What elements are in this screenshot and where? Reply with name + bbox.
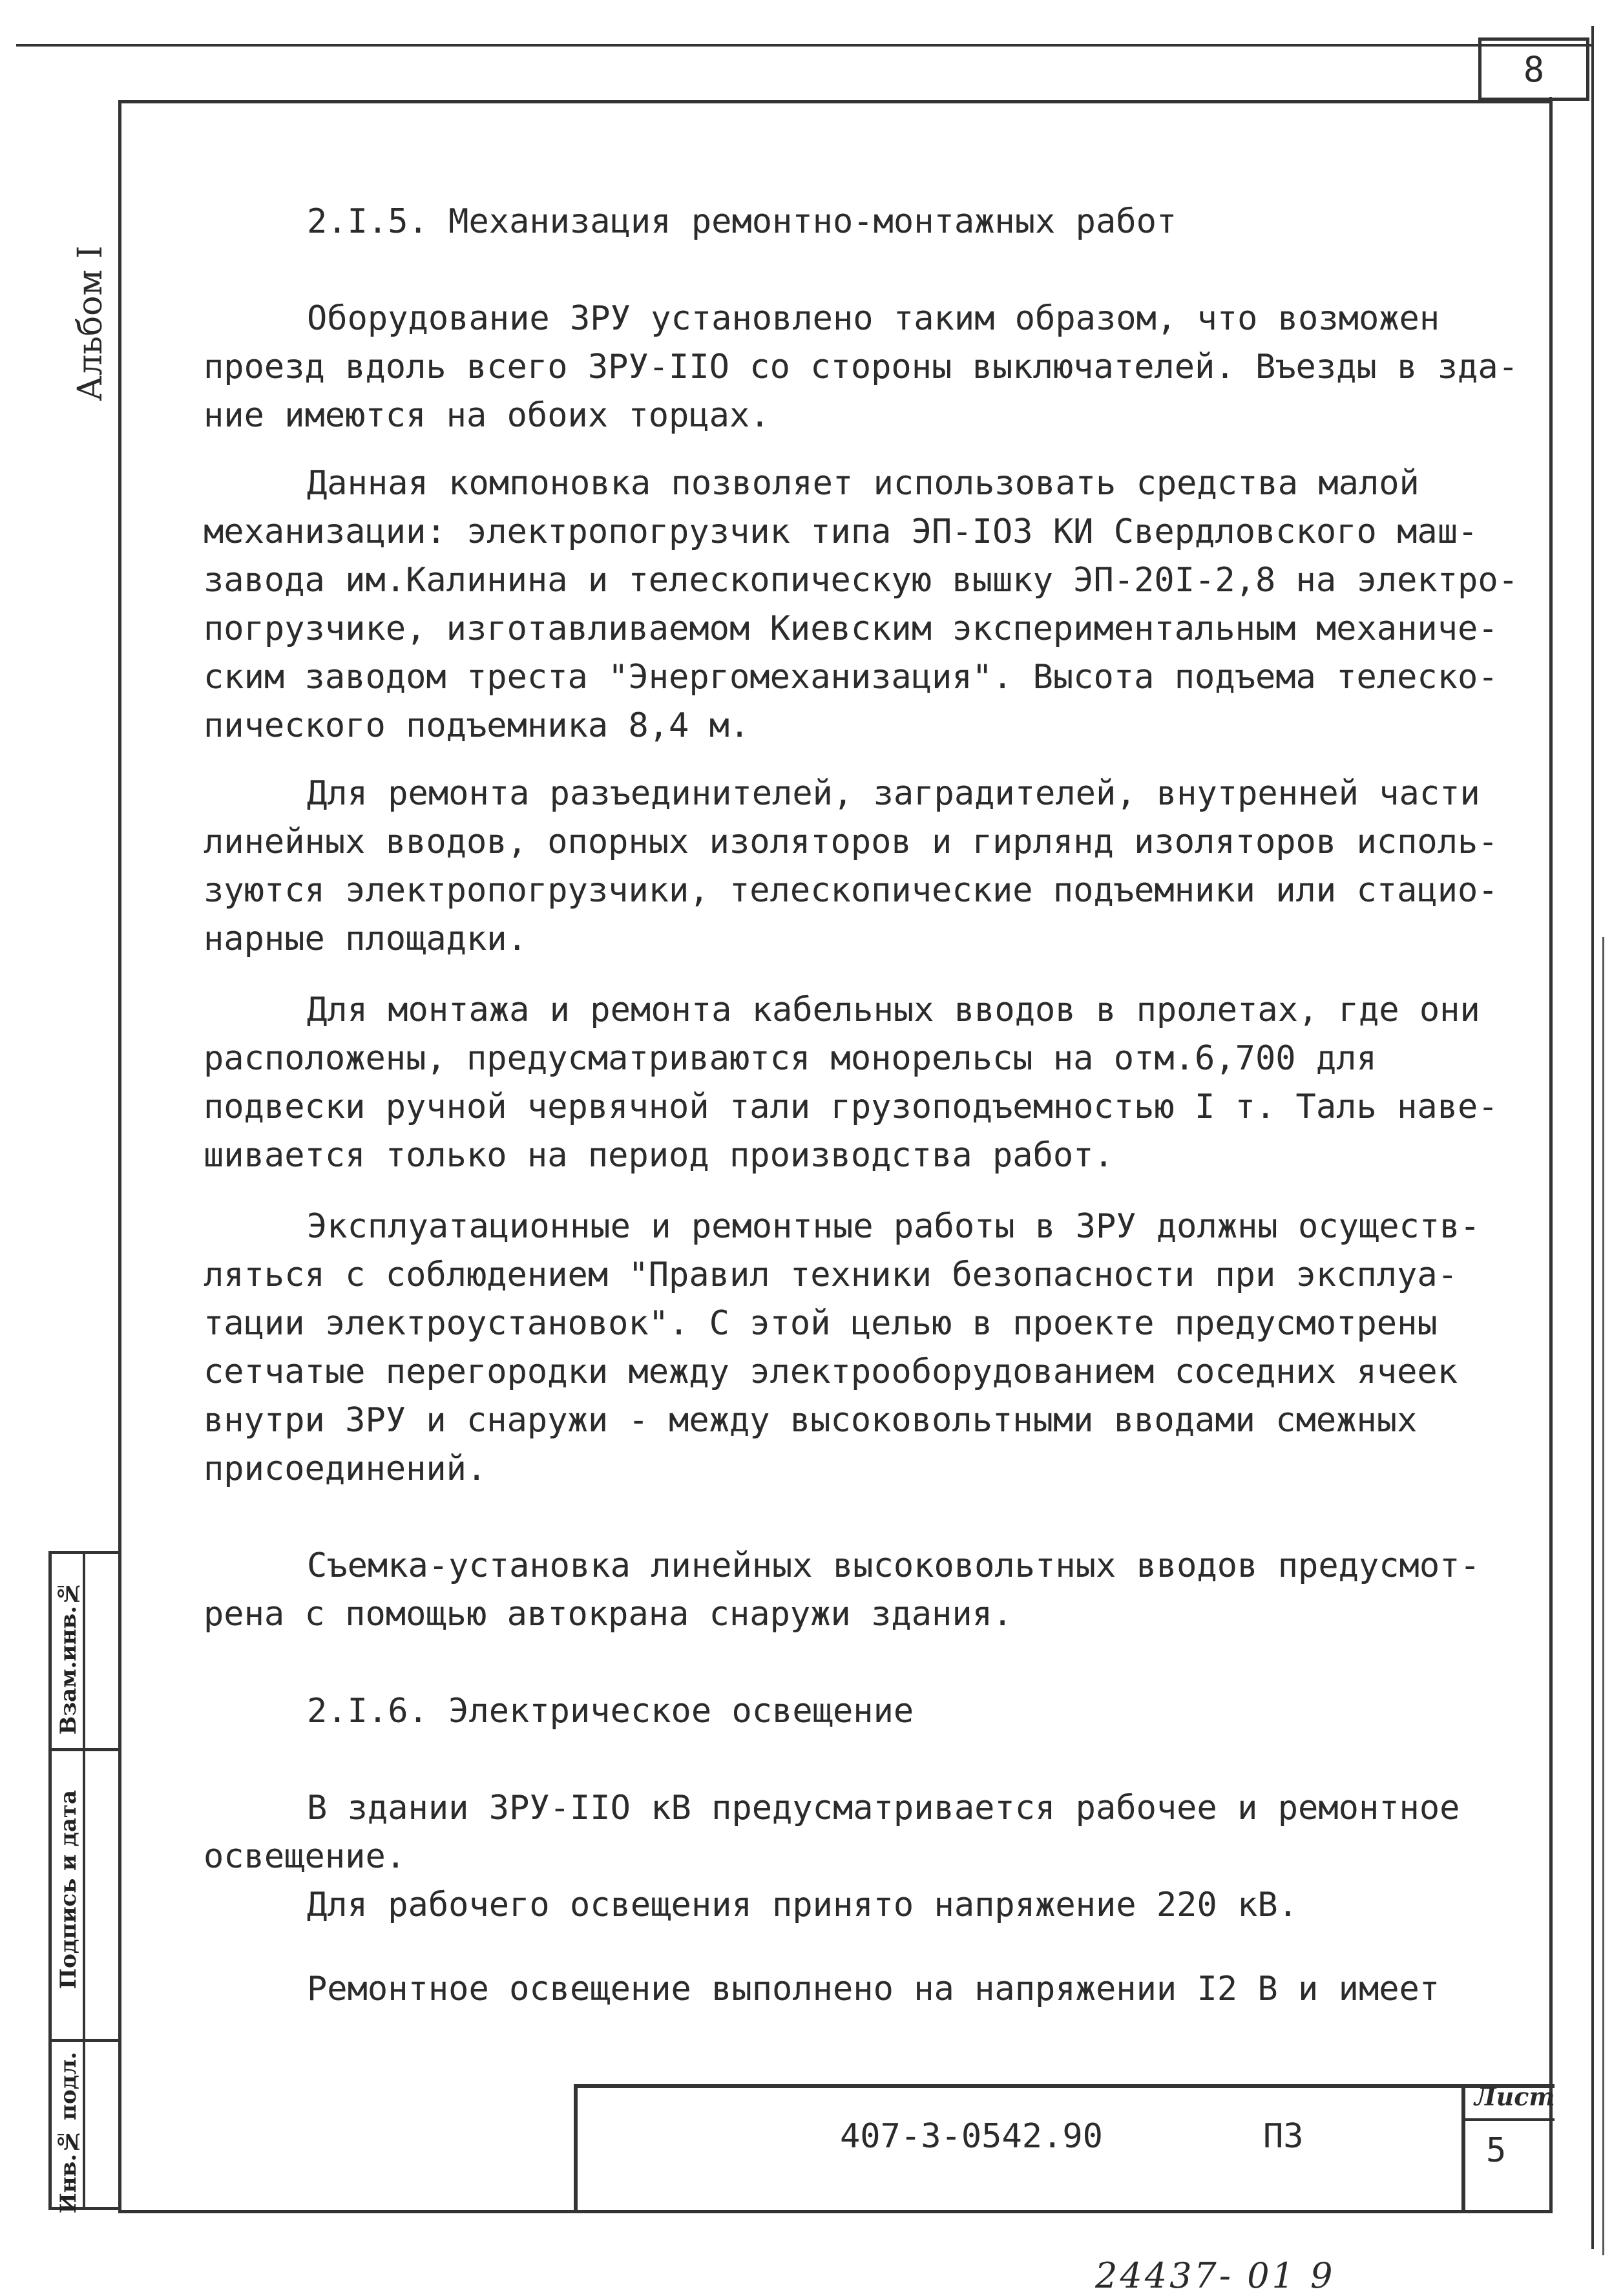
sheet-number: 5: [1486, 2131, 1507, 2170]
right-outer-line: [1602, 937, 1604, 2255]
stamp-inner-rule: [83, 1551, 85, 2210]
section-215-heading: 2.I.5. Механизация ремонтно-монтажных работ: [307, 202, 1177, 241]
top-border-line: [16, 44, 1593, 47]
text-line: шивается только на период производства работ.: [204, 1136, 1114, 1175]
text-line: Эксплуатационные и ремонтные работы в ЗРУ должны осуществ-: [307, 1207, 1480, 1246]
title-block-divider: [1461, 2084, 1465, 2213]
page-number-box: [1478, 37, 1589, 101]
text-line: Оборудование ЗРУ установлено таким образом, что возможен: [307, 299, 1440, 338]
text-line: Для ремонта разъединителей, заградителей, внутренней части: [307, 774, 1480, 813]
section-216-heading: 2.I.6. Электрическое освещение: [307, 1692, 914, 1731]
document-type: ПЗ: [1263, 2117, 1304, 2156]
text-line: расположены, предусматриваются монорельсы на отм.6,700 для: [204, 1039, 1377, 1078]
text-line: Для монтажа и ремонта кабельных вводов в пролетах, где они: [307, 991, 1480, 1029]
title-block-sheet-rule: [1461, 2118, 1555, 2121]
text-line: сетчатые перегородки между электрооборудованием соседних ячеек: [204, 1353, 1458, 1391]
stamp-label-inv: Инв.№ подл.: [56, 2052, 81, 2214]
text-line: механизации: электропогрузчик типа ЭП-IO3 КИ Свердловского маш-: [204, 512, 1478, 551]
text-line: завода им.Калинина и телескопическую вышку ЭП-20I-2,8 на электро-: [204, 561, 1518, 600]
album-label: Альбом I: [71, 246, 110, 401]
text-line: внутри ЗРУ и снаружи - между высоковольтными вводами смежных: [204, 1401, 1418, 1440]
text-line: ляться с соблюдением "Правил техники безопасности при эксплуа-: [204, 1256, 1458, 1294]
text-line: ние имеются на обоих торцах.: [204, 396, 770, 435]
text-line: погрузчике, изготавливаемом Киевским экспериментальным механиче-: [204, 609, 1498, 648]
text-line: Съемка-установка линейных высоковольтных вводов предусмот-: [307, 1546, 1480, 1585]
stamp-label-vzam: Взам.инв.№: [56, 1580, 81, 1735]
text-line: ским заводом треста "Энергомеханизация". Высота подъема телеско-: [204, 658, 1498, 697]
handwritten-note: 24437- 01 9: [1095, 2255, 1335, 2296]
text-line: Данная компоновка позволяет использовать средства малой: [307, 464, 1419, 503]
right-border-line: [1591, 26, 1594, 2249]
text-line: рена с помощью автокрана снаружи здания.: [204, 1595, 1013, 1634]
text-line: нарные площадки.: [204, 920, 527, 958]
sheet-label: Лист: [1474, 2082, 1555, 2111]
text-line: В здании ЗРУ-IIO кВ предусматривается рабочее и ремонтное: [307, 1789, 1460, 1827]
text-line: проезд вдоль всего ЗРУ-IIO со стороны выключателей. Въезды в зда-: [204, 348, 1518, 386]
text-line: зуются электропогрузчики, телескопические подъемники или стацио-: [204, 871, 1498, 910]
section-216-paragraph-2: Для рабочего освещения принято напряжение 220 кВ.: [307, 1886, 1299, 1924]
text-line: присоединений.: [204, 1449, 487, 1488]
page-number: 8: [1523, 48, 1545, 90]
text-line: пического подъемника 8,4 м.: [204, 706, 750, 745]
text-line: линейных вводов, опорных изоляторов и гирлянд изоляторов исполь-: [204, 823, 1498, 861]
section-216-paragraph-3: Ремонтное освещение выполнено на напряжении I2 В и имеет: [307, 1970, 1440, 2008]
text-line: тации электроустановок". С этой целью в проекте предусмотрены: [204, 1304, 1438, 1343]
text-line: освещение.: [204, 1837, 406, 1876]
document-code: 407-3-0542.90: [840, 2117, 1103, 2156]
text-line: подвески ручной червячной тали грузоподъемностью I т. Таль наве-: [204, 1088, 1498, 1126]
stamp-label-podpis: Подпись и дата: [56, 1790, 81, 1990]
inner-right-rule: [1549, 97, 1552, 2133]
